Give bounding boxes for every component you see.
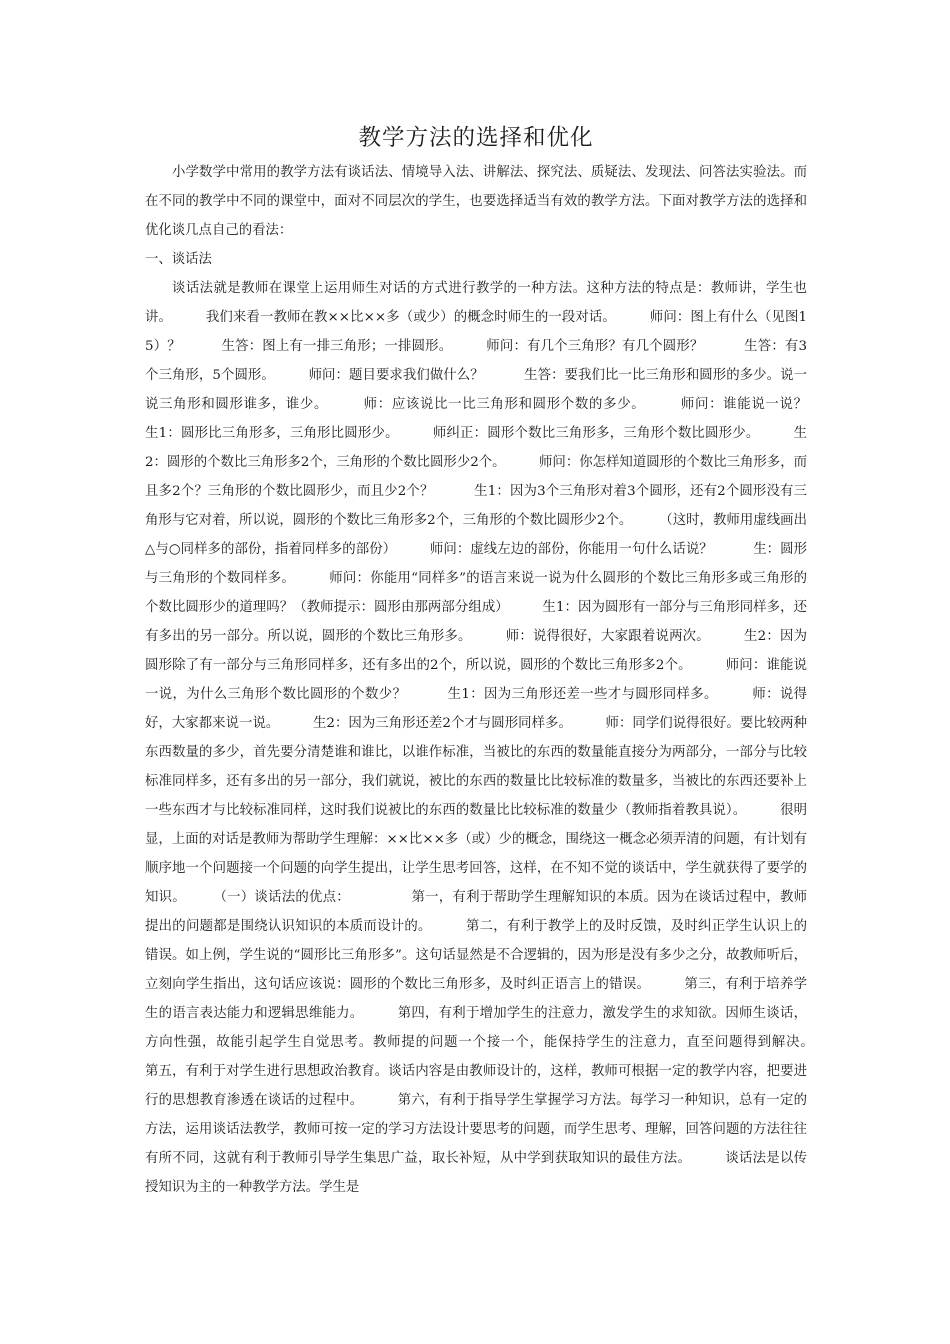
intro-paragraph: 小学数学中常用的教学方法有谈话法、情境导入法、讲解法、探究法、质疑法、发现法、问答法实验法。而在不同的教学中不同的课堂中，面对不同层次的学生，也要选择适当有效的教学方法。下面对教学方法的选择和优化谈几点自己的看法： — [145, 165, 807, 238]
section-heading-talk-method: 一、谈话法 — [145, 252, 212, 267]
document-title: 教学方法的选择和优化 — [358, 125, 594, 151]
document-page — [145, 0, 848, 1202]
section-body-talk-method: 谈话法就是教师在课堂上运用师生对话的方式进行教学的一种方法。这种方法的特点是：教师讲，学生也讲。 我们来看一教师在教××比××多（或少）的概念时师生的一段对话。 师问：图上有什么（见图15）？ 生答：图上有一排三角形；一排圆形。 师问：有几个三角形？有几个圆形？ 生答：有3个三角形，5个圆形。 师问：题目要求我们做什么？ 生答：要我们比一比三角形和圆形的多少。说一说三角形和圆形谁多，谁少。 师：应该说比一比三角形和圆形个数的多少。 师问：谁能说一说？ 生1：圆形比三角形多，三角形比圆形少。 师纠正：圆形个数比三角形多，三角形个数比圆形少。 生2：圆形的个数比三角形多2个，三角形的个数比圆形少2个。 师问：你怎样知道圆形的个数比三角形多，而且多2个？三角形的个数比圆形少，而且少2个？ 生1：因为3个三角形对着3个圆形，还有2个圆形没有三角形与它对着，所以说，圆形的个数比三角形多2个，三角形的个数比圆形少2个。 （这时，教师用虚线画出△与○同样多的部份，指着同样多的部份） 师问：虚线左边的部份，你能用一句什么话说？ 生：圆形与三角形的个数同样多。 师问：你能用“同样多”的语言来说一说为什么圆形的个数比三角形多或三角形的个数比圆形少的道理吗？（教师提示：圆形由那两部分组成） 生1：因为圆形有一部分与三角形同样多，还有多出的另一部分。所以说，圆形的个数比三角形多。 师：说得很好，大家跟着说两次。 生2：因为圆形除了有一部分与三角形同样多，还有多出的2个，所以说，圆形的个数比三角形多2个。 师问：谁能说一说，为什么三角形个数比圆形的个数少？ 生1：因为三角形还差一些才与圆形同样多。 师：说得好，大家都来说一说。 生2：因为三角形还差2个才与圆形同样多。 师：同学们说得很好。要比较两种东西数量的多少，首先要分清楚谁和谁比，以谁作标准，当被比的东西的数量能直接分为两部分，一部分与比较标准同样多，还有多出的另一部分，我们就说，被比的东西的数量比比较标准的数量多，当被比的东西还要补上一些东西才与比较标准同样，这时我们说被比的东西的数量比比较标准的数量少（教师指着教具说）。 很明显，上面的对话是教师为帮助学生理解：××比××多（或）少的概念，围绕这一概念必须弄清的问题，有计划有顺序地一个问题接一个问题的向学生提出，让学生思考回答，这样，在不知不觉的谈话中，学生就获得了要学的知识。 （一）谈话法的优点： 第一，有利于帮助学生理解知识的本质。因为在谈话过程中，教师提出的问题都是围绕认识知识的本质而设计的。 第二，有利于教学上的及时反馈，及时纠正学生认识上的错误。如上例，学生说的“圆形比三角形多”。这句话显然是不合逻辑的，因为形是没有多少之分，故教师听后，立刻向学生指出，这句话应该说：圆形的个数比三角形多，及时纠正语言上的错误。 第三，有利于培养学生的语言表达能力和逻辑思维能力。 第四，有利于增加学生的注意力，激发学生的求知欲。因师生谈话，方向性强，故能引起学生自觉思考。教师提的问题一个接一个，能保持学生的注意力，直至问题得到解决。 第五，有利于对学生进行思想政治教育。谈话内容是由教师设计的，这样，教师可根据一定的教学内容，把要进行的思想教育渗透在谈话的过程中。 第六，有利于指导学生掌握学习方法。每学习一种知识，总有一定的方法，运用谈话法教学，教师可按一定的学习方法设计要思考的问题，而学生思考、理解，回答问题的方法往往有所不同，这就有利于教师引导学生集思广益，取长补短，从中学到获取知识的最佳方法。 谈话法是以传授知识为主的一种教学方法。学生是 — [145, 281, 848, 1195]
